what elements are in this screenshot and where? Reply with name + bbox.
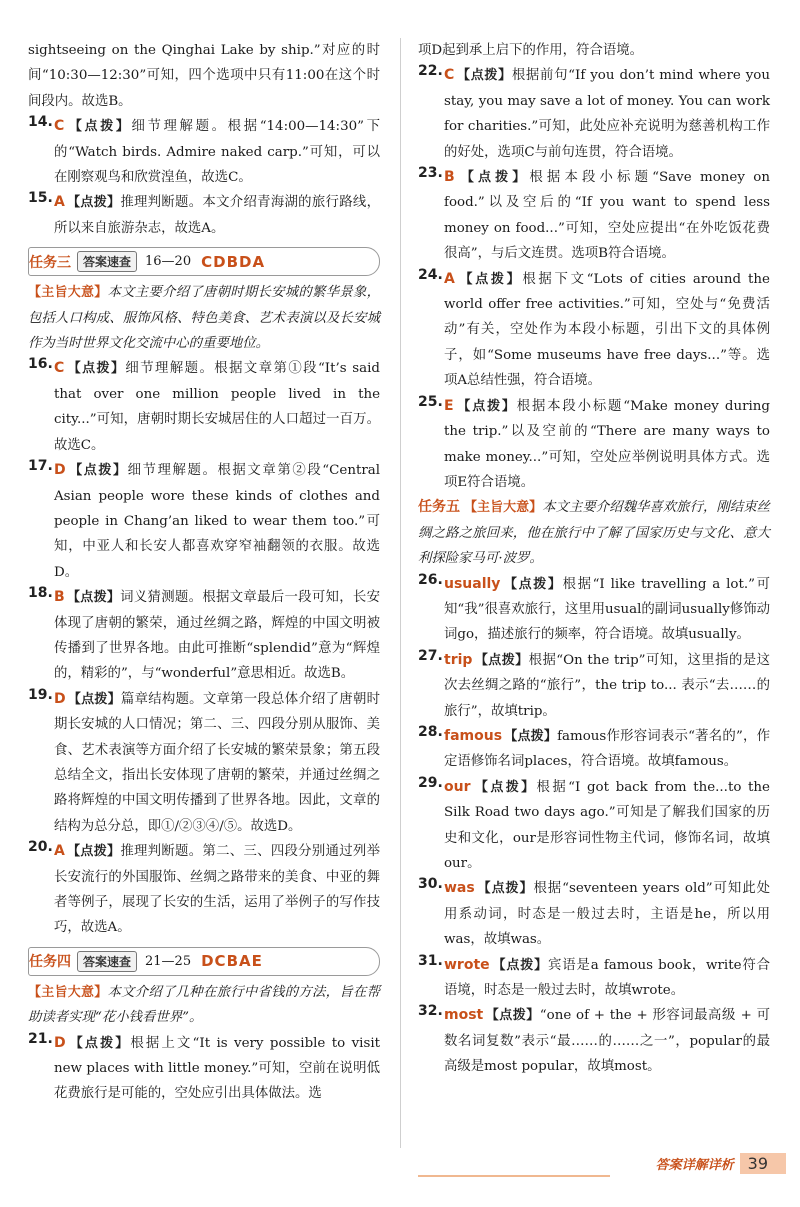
item-number: 19. bbox=[28, 686, 53, 703]
task3-header bbox=[28, 247, 380, 276]
item-number: 16. bbox=[28, 356, 53, 373]
gist-label: 【主旨大意】 bbox=[464, 500, 543, 516]
q21-continuation: 项D起到承上启下的作用，符合语境。 bbox=[418, 43, 643, 58]
explanation: “one of + the + 形容词最高级 + 可数名词复数”表示“最……的……之一”，popular的最高级是most popular，故填most。 bbox=[444, 1008, 770, 1075]
item-number: 26. bbox=[418, 571, 443, 588]
answer-letter: B bbox=[444, 169, 455, 186]
tip-tag: 【点拨】 bbox=[476, 881, 534, 897]
tip-tag: 【点拨】 bbox=[67, 1035, 131, 1051]
tip-tag: 【点拨】 bbox=[472, 779, 537, 795]
item-number: 28. bbox=[418, 723, 443, 740]
item-number: 17. bbox=[28, 458, 53, 475]
answer-27 bbox=[418, 648, 770, 724]
tip-tag: 【点拨】 bbox=[456, 170, 530, 186]
answer-31 bbox=[418, 953, 770, 1004]
explanation: 细节理解题。根据文章第①段“It’s said that over one million people lived in the city...”可知，唐朝时期长安城居住的人口超过一百万。故选C。 bbox=[54, 361, 380, 453]
tip-tag: 【点拨】 bbox=[502, 576, 563, 592]
tip-tag: 【点拨】 bbox=[67, 463, 128, 479]
item-number: 30. bbox=[418, 876, 443, 893]
explanation: 细节理解题。根据文章第②段“Central Asian people wore these kinds of clothes and people in Chang’an liked to wear them too.”可知，中亚人和长安人都喜欢穿窄袖翻领的衣服。故选D。 bbox=[54, 463, 380, 580]
quick-answer-badge: 答案速查 bbox=[77, 251, 137, 272]
answer-28 bbox=[418, 724, 770, 775]
footer-label: 答案详解详析 bbox=[655, 1157, 734, 1173]
tip-tag: 【点拨】 bbox=[66, 119, 132, 135]
item-number: 21. bbox=[28, 1030, 53, 1047]
answer-29 bbox=[418, 775, 770, 877]
tip-tag: 【点拨】 bbox=[491, 957, 548, 973]
left-column bbox=[28, 38, 380, 1107]
answer-14 bbox=[28, 114, 380, 190]
answer-23 bbox=[418, 165, 770, 267]
quick-answer-badge: 答案速查 bbox=[77, 951, 137, 972]
explanation: famous作形容词表示“著名的”，作定语修饰名词places，符合语境。故填famous。 bbox=[444, 728, 770, 770]
tip-tag: 【点拨】 bbox=[66, 195, 121, 211]
tip-tag: 【点拨】 bbox=[485, 1008, 540, 1024]
item-number: 27. bbox=[418, 647, 443, 664]
answer-15 bbox=[28, 190, 380, 241]
answer-word: trip bbox=[444, 651, 473, 668]
question-range: 21—25 bbox=[145, 953, 192, 969]
explanation: 宾语是a famous book，write符合语境，时态是一般过去时，故填wrote。 bbox=[444, 957, 770, 999]
answer-21 bbox=[28, 1031, 380, 1107]
answer-letter: D bbox=[54, 1034, 66, 1051]
item-number: 32. bbox=[418, 1003, 443, 1020]
gist-text: 本文主要介绍了唐朝时期长安城的繁华景象，包括人口构成、服饰风格、特色美食、艺术表演以及长安城作为当时世界文化交流中心的重要地位。 bbox=[28, 285, 380, 352]
page-number: 39 bbox=[740, 1153, 786, 1174]
explanation: 根据“I got back from the...to the Silk Road two days ago.”可知是了解我们国家的历史和文化，our是形容词性物主代词，修饰名词，故填our。 bbox=[444, 779, 770, 871]
task-title: 任务三 bbox=[29, 252, 77, 272]
answer-26 bbox=[418, 572, 770, 648]
item-number: 31. bbox=[418, 952, 443, 969]
tip-tag: 【点拨】 bbox=[67, 691, 121, 707]
tip-tag: 【点拨】 bbox=[504, 728, 558, 744]
answer-24 bbox=[418, 267, 770, 394]
tip-tag: 【点拨】 bbox=[474, 652, 529, 668]
explanation: 根据本段小标题“Make money during the trip.”以及空前的“There are many ways to make money...”可知，空处应举例说明具体方式。选项E符合语境。 bbox=[444, 398, 770, 490]
answer-17 bbox=[28, 458, 380, 585]
gist-label: 【主旨大意】 bbox=[28, 984, 108, 1000]
task3-gist bbox=[28, 280, 380, 356]
answer-key: DCBAE bbox=[201, 952, 263, 971]
tip-tag: 【点拨】 bbox=[455, 398, 517, 414]
answer-letter: A bbox=[54, 843, 65, 860]
footer-rule bbox=[418, 1175, 610, 1177]
item-number: 22. bbox=[418, 63, 443, 80]
answer-letter: D bbox=[54, 462, 66, 479]
column-divider bbox=[400, 38, 401, 1148]
explanation: 根据下文“Lots of cities around the world offer free activities.”可知，空处与“免费活动”有关，空处作为本段小标题，引出下文的具体例子，如“Some museums have free days...”等。选项A总结性强，符合语境。 bbox=[444, 271, 770, 389]
task-title: 任务五 bbox=[418, 499, 461, 516]
task5-gist bbox=[418, 495, 770, 571]
explanation: 词义猜测题。根据文章最后一段可知，长安体现了唐朝的繁荣，通过丝绸之路，辉煌的中国文明被传播到了世界各地。由此可推断“splendid”意为“辉煌的，精彩的”，与“wonderful”意思相近。故选B。 bbox=[54, 590, 380, 682]
answer-word: was bbox=[444, 880, 475, 897]
answer-key: CDBDA bbox=[201, 252, 266, 271]
page-footer bbox=[656, 1151, 786, 1175]
explanation: 根据本段小标题“Save money on food.”以及空后的“If you want to spend less money on food...”可知，空处应提出“在外吃饭花费很高”，与后文连贯。选项B符合语境。 bbox=[444, 170, 770, 262]
task-title: 任务四 bbox=[29, 951, 77, 971]
item-number: 24. bbox=[418, 266, 443, 283]
answer-word: our bbox=[444, 778, 471, 795]
right-column bbox=[418, 38, 770, 1080]
item-number: 23. bbox=[418, 165, 443, 182]
answer-32 bbox=[418, 1003, 770, 1079]
explanation: 根据“On the trip”可知，这里指的是这次去丝绸之路的“旅行”，the trip to... 表示“去……的旅行”，故填trip。 bbox=[444, 652, 770, 719]
explanation: 推理判断题。本文介绍青海湖的旅行路线，所以来自旅游杂志，故选A。 bbox=[54, 195, 380, 236]
answer-word: most bbox=[444, 1007, 484, 1024]
item-number: 14. bbox=[28, 114, 53, 131]
gist-text: 本文介绍了几种在旅行中省钱的方法，旨在帮助读者实现“花小钱看世界”。 bbox=[28, 984, 380, 1026]
tip-tag: 【点拨】 bbox=[456, 271, 523, 287]
answer-letter: D bbox=[54, 690, 66, 707]
answer-word: usually bbox=[444, 575, 501, 592]
answer-word: wrote bbox=[444, 956, 490, 973]
tip-tag: 【点拨】 bbox=[66, 590, 121, 606]
question-range: 16—20 bbox=[145, 254, 192, 270]
answer-letter: B bbox=[54, 589, 65, 606]
answer-18 bbox=[28, 585, 380, 687]
answer-20 bbox=[28, 839, 380, 941]
answer-25 bbox=[418, 394, 770, 496]
answer-letter: A bbox=[54, 194, 65, 211]
item-number: 15. bbox=[28, 190, 53, 207]
item-number: 20. bbox=[28, 839, 53, 856]
task4-gist bbox=[28, 980, 380, 1031]
gist-label: 【主旨大意】 bbox=[28, 285, 108, 301]
answer-letter: A bbox=[444, 270, 455, 287]
answer-19 bbox=[28, 687, 380, 839]
item-number: 29. bbox=[418, 774, 443, 791]
tip-tag: 【点拨】 bbox=[456, 68, 512, 84]
answer-letter: C bbox=[54, 360, 65, 377]
explanation: 推理判断题。第二、三、四段分别通过列举长安流行的外国服饰、丝绸之路带来的美食、中亚的舞者等例子，展现了长安的生活，运用了举例子的写作技巧，故选A。 bbox=[54, 844, 380, 936]
answer-word: famous bbox=[444, 727, 503, 744]
explanation: 根据“I like travelling a lot.”可知“我”很喜欢旅行，这里用usual的副词usually修饰动词go，描述旅行的频率，符合语境。故填usually。 bbox=[444, 576, 770, 643]
tip-tag: 【点拨】 bbox=[66, 361, 126, 377]
item-number: 25. bbox=[418, 393, 443, 410]
task4-header bbox=[28, 947, 380, 976]
answer-22 bbox=[418, 63, 770, 165]
intro-continuation: sightseeing on the Qinghai Lake by ship.”对应的时间“10:30—12:30”可知，四个选项中只有11:00在这个时间段内。故选B。 bbox=[28, 43, 380, 109]
explanation: 根据“seventeen years old”可知此处用系动词，时态是一般过去时，主语是he，所以用was，故填was。 bbox=[444, 881, 770, 948]
answer-letter: E bbox=[444, 397, 454, 414]
tip-tag: 【点拨】 bbox=[66, 844, 121, 860]
answer-30 bbox=[418, 876, 770, 952]
explanation: 细节理解题。根据“14:00—14:30”下的“Watch birds. Admire naked carp.”可知，可以在刚察观鸟和欣赏湟鱼，故选C。 bbox=[54, 119, 380, 186]
answer-letter: C bbox=[444, 67, 455, 84]
explanation: 根据上文“It is very possible to visit new places with little money.”可知，空前在说明低花费旅行是可能的，空处应引出具体做法。选 bbox=[54, 1035, 380, 1102]
answer-16 bbox=[28, 356, 380, 458]
item-number: 18. bbox=[28, 585, 53, 602]
answer-letter: C bbox=[54, 118, 65, 135]
gist-text: 本文主要介绍魏华喜欢旅行，刚结束丝绸之路之旅回来，他在旅行中了解了国家历史与文化、意大利探险家马可·波罗。 bbox=[418, 500, 770, 567]
explanation: 篇章结构题。文章第一段总体介绍了唐朝时期长安城的人口情况；第二、三、四段分别从服饰、美食、艺术表演等方面介绍了长安城的繁荣景象；第五段总结全文，指出长安体现了唐朝的繁荣，并通过丝绸之路将辉煌的中国文明传播到了世界各地。因此，文章的结构为总分总，即①/②③④/⑤。故选D。 bbox=[54, 691, 380, 834]
explanation: 根据前句“If you don’t mind where you stay, you may save a lot of money. You can work for charities.”可知，此处应补充说明为慈善机构工作的好处，选项C与前句连贯，符合语境。 bbox=[444, 68, 770, 160]
